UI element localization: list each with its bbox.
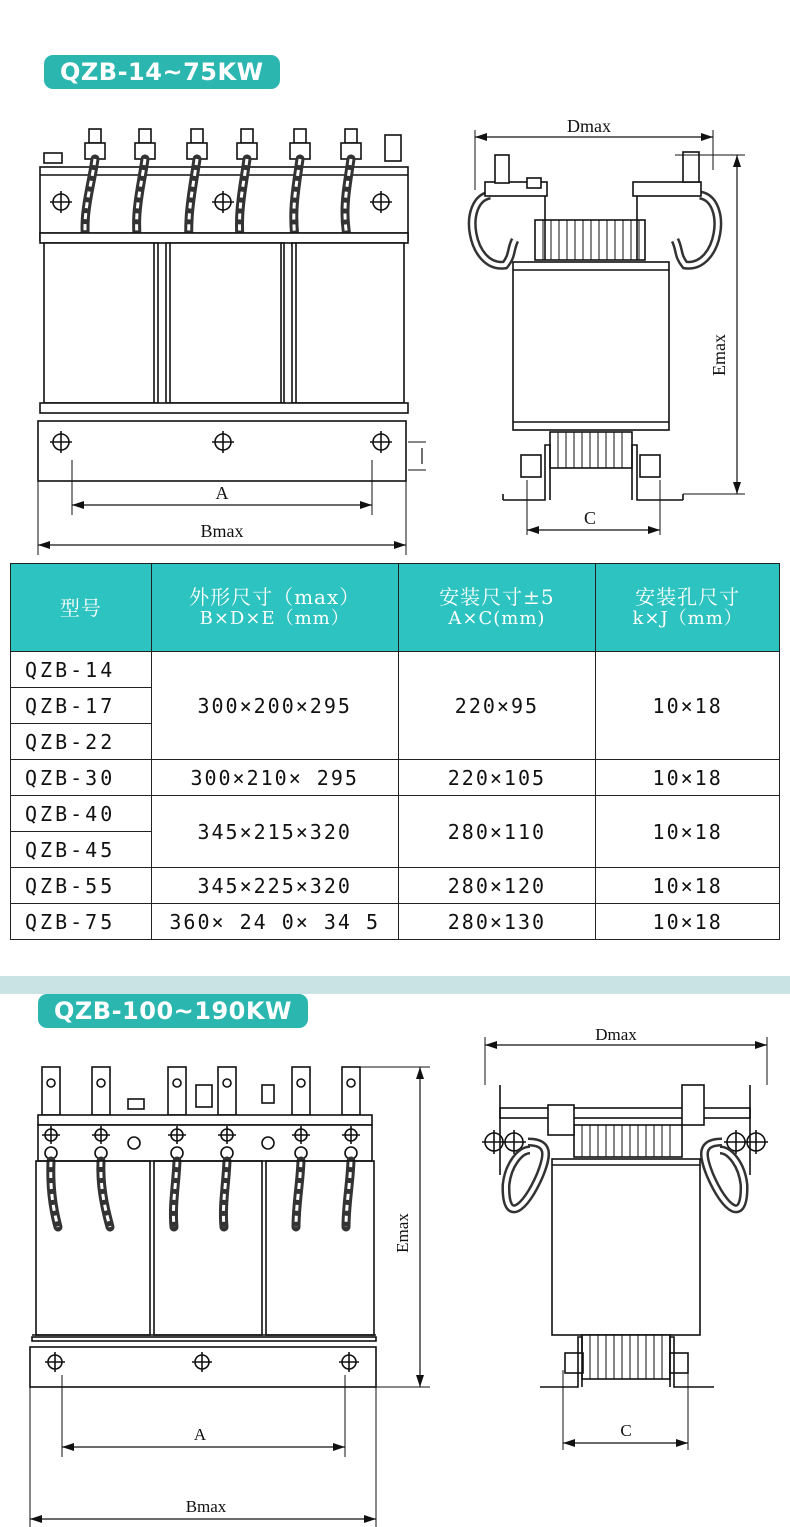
front-view-drawing-small [0,115,440,555]
cell-hole: 10×18 [596,868,780,904]
section-title-qzb-14-75: QZB-14~75KW [44,55,280,89]
cell-model: QZB-45 [11,832,152,868]
table-row [11,760,780,796]
dim-emax-label: Emax [709,334,729,376]
table-row [11,652,780,688]
side-view-drawing-large [470,1025,780,1465]
cell-model: QZB-30 [11,760,152,796]
cell-outline: 345×225×320 [151,868,398,904]
cell-model: QZB-75 [11,904,152,940]
cell-hole: 10×18 [596,904,780,940]
section-title-qzb-100-190: QZB-100~190KW [38,994,308,1028]
cell-model: QZB-14 [11,652,152,688]
cell-hole: 10×18 [596,652,780,760]
cell-mount: 220×105 [398,760,596,796]
cell-mount: 280×130 [398,904,596,940]
cell-mount: 280×110 [398,796,596,868]
section-divider [0,976,790,994]
dim-c-label-2: C [620,1421,632,1440]
cell-outline: 300×210× 295 [151,760,398,796]
header-hole: 安装孔尺寸 k×J（mm） [596,564,780,652]
cell-mount: 280×120 [398,868,596,904]
cell-model: QZB-40 [11,796,152,832]
dim-emax-label-2: Emax [393,1213,412,1253]
header-mount: 安装尺寸±5 A×C(mm) [398,564,596,652]
cell-outline: 300×200×295 [151,652,398,760]
cell-mount: 220×95 [398,652,596,760]
cell-hole: 10×18 [596,796,780,868]
table-header-row [11,564,780,652]
side-view-drawing-small [455,110,755,550]
dim-bmax-label: Bmax [200,521,244,541]
cell-hole: 10×18 [596,760,780,796]
cell-model: QZB-17 [11,688,152,724]
cell-outline: 345×215×320 [151,796,398,868]
front-view-drawing-large [0,1055,440,1527]
table-row [11,868,780,904]
dim-a-label: A [215,483,229,503]
dim-a-label-2: A [193,1425,207,1444]
cell-outline: 360× 24 0× 34 5 [151,904,398,940]
spec-table [10,563,780,940]
header-outline: 外形尺寸（max） B×D×E（mm） [151,564,398,652]
dim-dmax-label: Dmax [567,116,611,136]
dim-c-label: C [583,508,597,528]
dim-dmax-label-2: Dmax [595,1025,637,1044]
header-model: 型号 [11,564,152,652]
cell-model: QZB-55 [11,868,152,904]
table-row [11,796,780,832]
table-row [11,904,780,940]
dim-bmax-label-2: Bmax [185,1497,227,1516]
cell-model: QZB-22 [11,724,152,760]
